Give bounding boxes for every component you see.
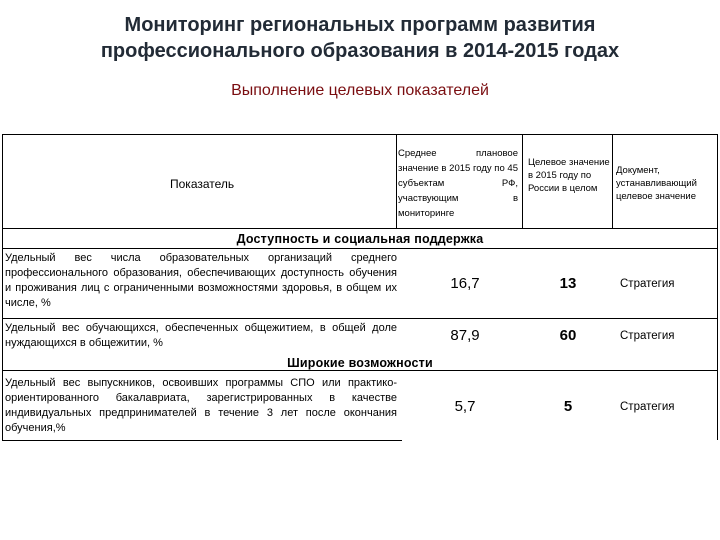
- row-line: [2, 370, 718, 371]
- row-indicator: Удельный вес числа образовательных организаций среднего профессионального образования, обеспечивающих доступность обучения и проживания лиц с ограниченными возможностями здоровья, в общем их числе, %: [5, 252, 397, 309]
- row-target-value: 60: [559, 327, 577, 344]
- title-line-1: Мониторинг региональных программ развития: [124, 14, 596, 36]
- header-average-planned: Среднее плановое значение в 2015 году по 45 субъектам РФ, участвующим в мониторинге: [398, 148, 518, 219]
- header-indicator: Показатель: [170, 177, 235, 191]
- col-divider: [396, 134, 397, 228]
- row-target-value: 13: [559, 275, 577, 292]
- row-document: Стратегия: [620, 401, 675, 413]
- col-divider: [612, 134, 613, 228]
- section-line: [2, 248, 718, 249]
- table-bottom-line: [2, 440, 402, 441]
- row-document: Стратегия: [620, 330, 675, 342]
- row-line: [2, 318, 718, 319]
- header-bottom-line: [2, 228, 718, 229]
- row-average-value: 16,7: [450, 275, 480, 292]
- title-line-2: профессионального образования в 2014-2015 годах: [100, 40, 620, 62]
- row-average-value: 5,7: [454, 398, 476, 415]
- header-target: Целевое значение в 2015 году по России в целом: [528, 157, 610, 194]
- row-indicator: Удельный вес выпускников, освоивших программы СПО или практико-ориентированного бакалавриата, зарегистрированных в качестве индивидуальных предпринимателей в течение 3 лет после окончания обучения,%: [5, 377, 397, 434]
- section-title: Доступность и социальная поддержка: [236, 232, 484, 246]
- page-title: [60, 12, 660, 64]
- row-indicator: Удельный вес обучающихся, обеспеченных общежитием, в общей доле нуждающихся в общежитии, %: [5, 322, 397, 349]
- row-average-value: 87,9: [450, 327, 480, 344]
- header-document: Документ, устанавливающий целевое значение: [616, 165, 697, 202]
- subtitle: Выполнение целевых показателей: [231, 82, 489, 99]
- row-target-value: 5: [563, 398, 573, 415]
- row-document: Стратегия: [620, 278, 675, 290]
- col-divider: [522, 134, 523, 228]
- section-title: Широкие возможности: [287, 356, 433, 370]
